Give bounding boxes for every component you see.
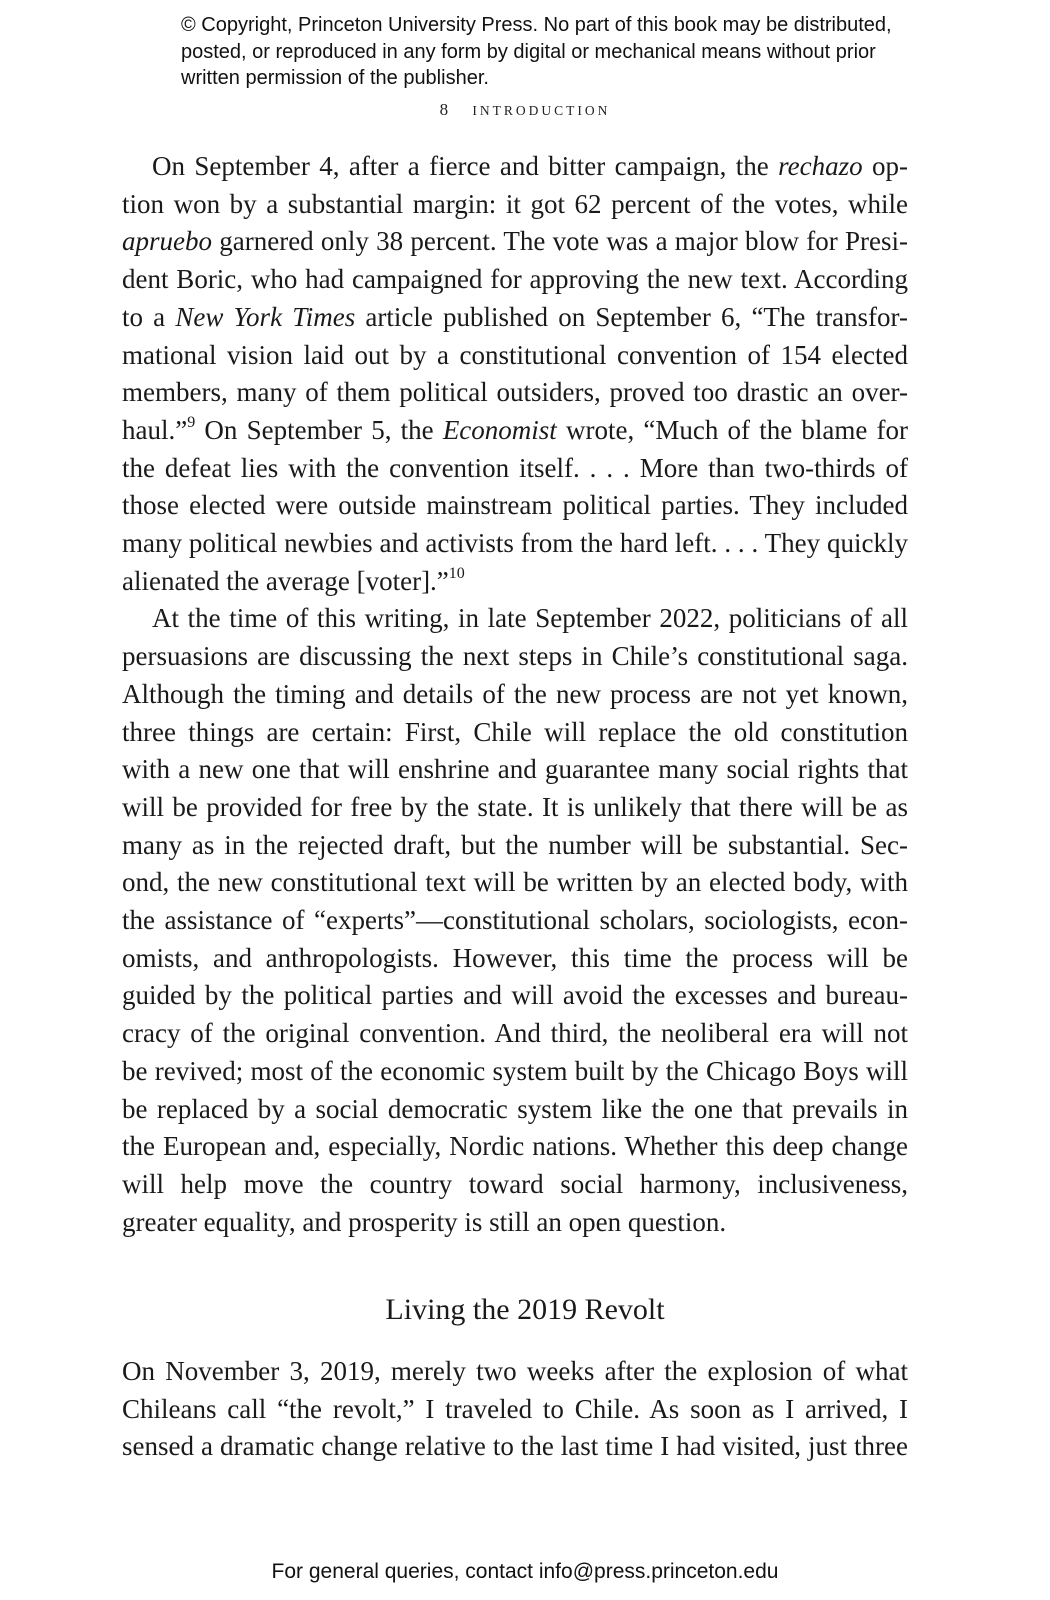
paragraph-3 xyxy=(122,1353,908,1466)
text-line: Chileans call “the revolt,” I traveled to Chile. As soon as I arrived, I xyxy=(122,1393,908,1424)
text-line: alienated the average [voter].”$^{10}$ xyxy=(122,564,465,596)
text-line: On November 3, 2019, merely two weeks after the explosion of what xyxy=(122,1356,908,1386)
text-line: members, many of them political outsiders, proved too drastic an over- xyxy=(122,377,908,408)
italic-term: Economist xyxy=(442,414,557,445)
text-line: the European and, especially, Nordic nations. Whether this deep change xyxy=(122,1131,908,1162)
text-line: be replaced by a social democratic system like the one that prevails in xyxy=(122,1093,908,1124)
text-line: guided by the political parties and will avoid the excesses and bureau- xyxy=(122,980,908,1011)
footnote-ref: 9 xyxy=(187,413,196,431)
text-line: the defeat lies with the convention itself. . . . More than two-thirds of xyxy=(122,452,908,483)
running-head-title: INTRODUCTION xyxy=(472,103,611,118)
italic-term: apruebo xyxy=(122,226,212,257)
text-line: greater equality, and prosperity is still an open question. xyxy=(122,1206,727,1237)
text-line: cracy of the original convention. And third, the neoliberal era will not xyxy=(122,1018,908,1049)
italic-term: rechazo xyxy=(778,151,863,181)
text-line: tion won by a substantial margin: it got 62 percent of the votes, while xyxy=(122,188,908,219)
running-head xyxy=(0,100,1050,120)
text-line: will be provided for free by the state. It is unlikely that there will be as xyxy=(122,791,908,822)
text-line: Although the timing and details of the new process are not yet known, xyxy=(122,678,908,709)
text-line: three things are certain: First, Chile will replace the old constitution xyxy=(122,716,908,747)
paragraph-1 xyxy=(122,148,908,600)
text-line: omists, and anthropologists. However, this time the process will be xyxy=(122,942,908,973)
text-line: many political newbies and activists from the hard left. . . . They quickly xyxy=(122,528,908,559)
text-line: to a New York Times article published on September 6, “The transfor- xyxy=(122,301,908,332)
footnote-ref: 10 xyxy=(448,564,465,582)
text-line: ond, the new constitutional text will be written by an elected body, with xyxy=(122,867,908,898)
text-line: sensed a dramatic change relative to the last time I had visited, just three xyxy=(122,1431,908,1462)
text-line: many as in the rejected draft, but the number will be substantial. Sec- xyxy=(122,829,908,860)
text-line: persuasions are discussing the next steps in Chile’s constitutional saga. xyxy=(122,641,908,672)
text-line: haul.”$^9$ On September 5, the Economist wrote, “Much of the blame for xyxy=(122,413,908,445)
text-line: with a new one that will enshrine and guarantee many social rights that xyxy=(122,754,908,785)
page-number: 8 xyxy=(439,100,449,119)
text-line: those elected were outside mainstream political parties. They included xyxy=(122,490,908,521)
copyright-notice: © Copyright, Princeton University Press. No part of this book may be distributed, posted, or reproduced in any form by digital or mechanical means without prior written permission of the publisher. xyxy=(181,14,892,89)
text-line: On September 4, after a fierce and bitter campaign, the rechazo op- xyxy=(152,151,908,181)
section-heading: Living the 2019 Revolt xyxy=(385,1293,665,1326)
text-line: apruebo garnered only 38 percent. The vote was a major blow for Presi- xyxy=(122,226,908,257)
text-line: will help move the country toward social harmony, inclusiveness, xyxy=(122,1168,908,1199)
text-line: At the time of this writing, in late September 2022, politicians of all xyxy=(152,603,908,634)
italic-term: New York Times xyxy=(175,301,356,332)
text-line: dent Boric, who had campaigned for approving the new text. According xyxy=(122,264,908,295)
footer-contact: For general queries, contact info@press.princeton.edu xyxy=(271,1560,779,1583)
paragraph-2 xyxy=(122,600,908,1241)
text-line: be revived; most of the economic system built by the Chicago Boys will xyxy=(122,1055,908,1086)
text-line: the assistance of “experts”—constitutional scholars, sociologists, econ- xyxy=(122,905,908,936)
main-text xyxy=(122,148,908,1241)
text-line: mational vision laid out by a constitutional convention of 154 elected xyxy=(122,339,908,370)
